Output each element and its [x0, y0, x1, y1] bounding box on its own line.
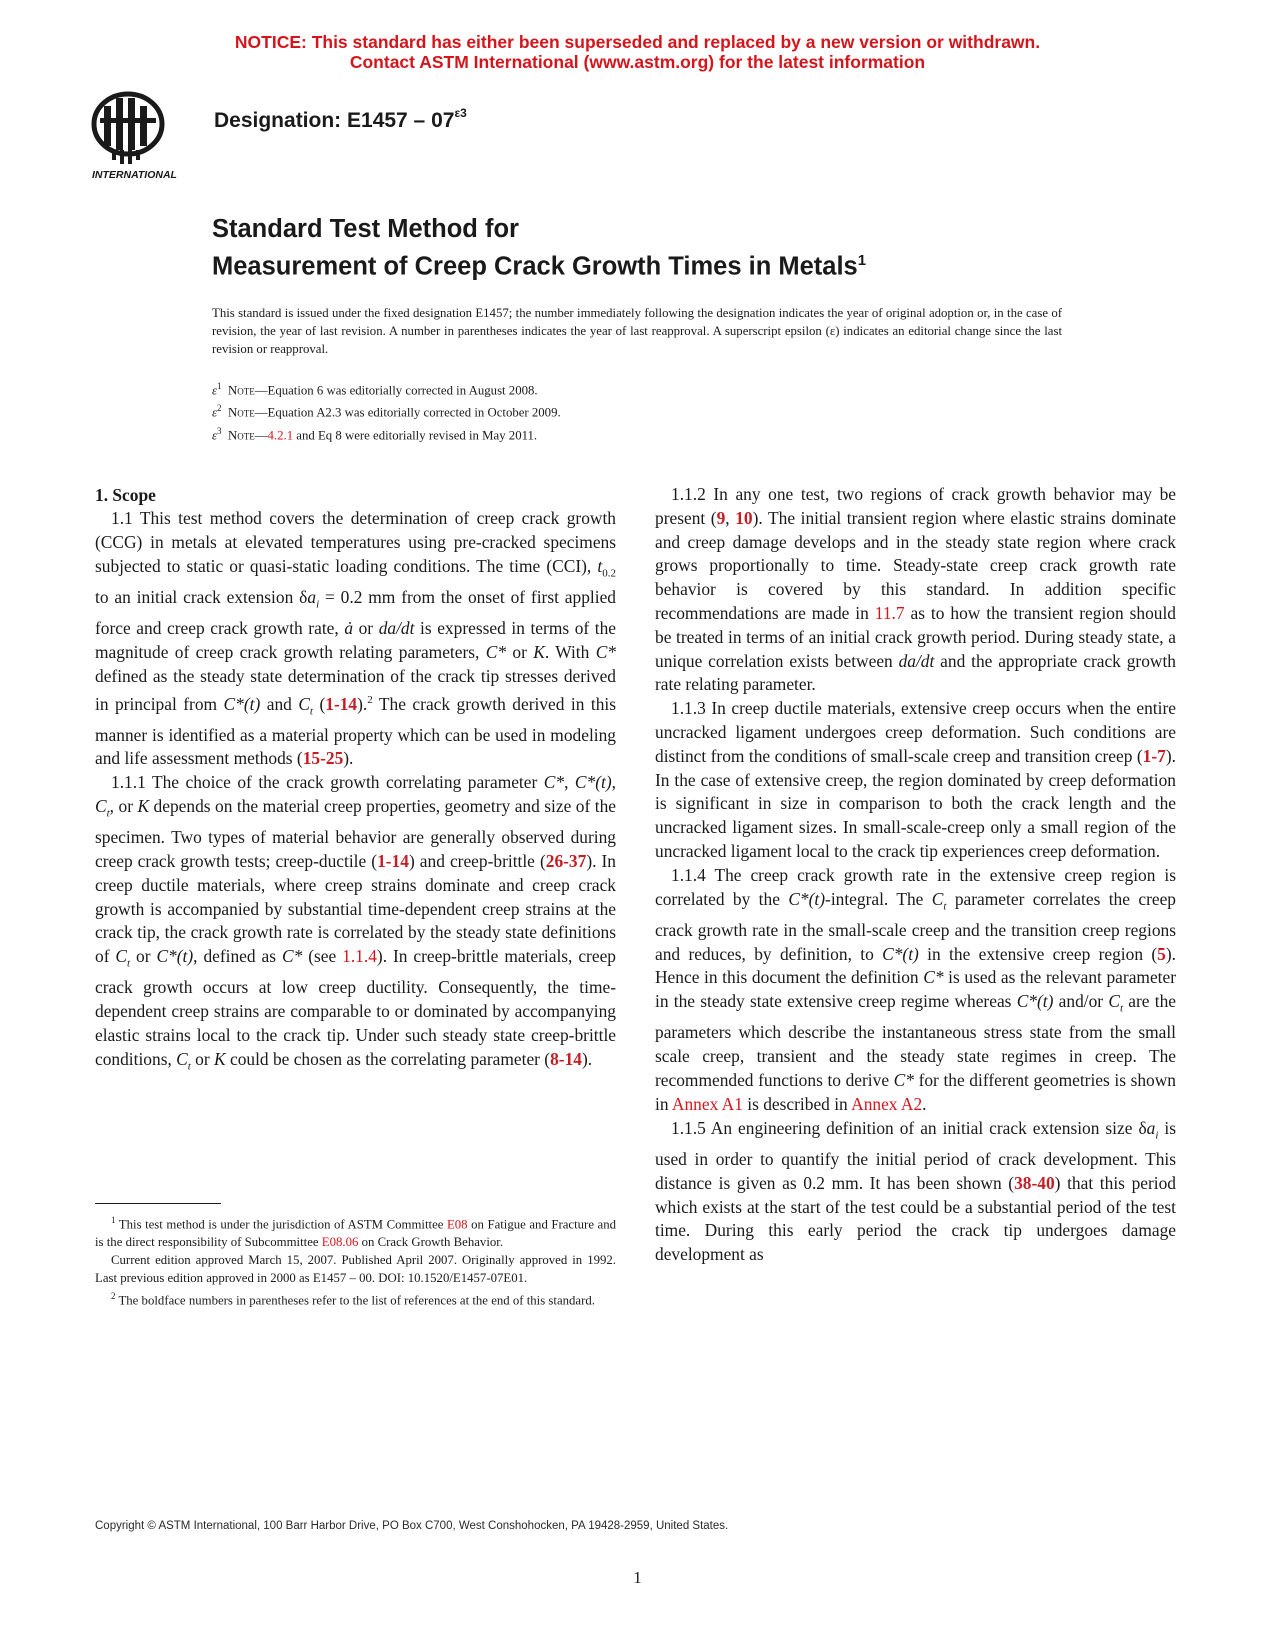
- reference-link[interactable]: 9: [716, 507, 726, 528]
- reference-link[interactable]: 1-14: [325, 693, 358, 714]
- notice-line-2: Contact ASTM International (www.astm.org) for the latest information: [349, 52, 926, 72]
- editorial-notes: [212, 377, 561, 444]
- committee-link-e08[interactable]: E08: [446, 1217, 468, 1232]
- designation-epsilon: ε3: [454, 106, 467, 120]
- title-line-1: Standard Test Method for: [212, 215, 519, 243]
- editorial-note: $\varepsilon^1$ Note—Equation 6 was editorially corrected in August 2008.: [212, 381, 538, 398]
- section-heading-scope: 1. Scope: [95, 485, 156, 505]
- annex-link[interactable]: Annex A2: [851, 1093, 923, 1114]
- editorial-note: $\varepsilon^3$ Note—4.2.1 and Eq 8 were editorially revised in May 2011.: [212, 425, 538, 442]
- designation: [214, 108, 467, 133]
- paragraph-1-1-1: 1.1.1 The choice of the crack growth correlating parameter C*, C*(t), $C_t$, or K depends on the material creep properties, geometry and size of the specimen. Two types of material behavior are generally observed during creep crack growth tests; creep-ductile (1-14) and creep-brittle (26-37). In creep ductile materials, where creep strains dominate and creep crack growth is accompanied by substantial time-dependent creep strains at the crack tip, the crack growth rate is correlated by the steady state definitions of $C_t$ or C*(t), defined as C* (see 1.1.4). In creep-brittle materials, creep crack growth occurs at low creep ductility. Consequently, the time-dependent creep strains are comparable to or dominated by accompanying elastic strains local to the crack tip. Under such steady state creep-brittle conditions, $C_t$ or K could be chosen as the correlating parameter (8-14).: [95, 772, 617, 1073]
- annex-link[interactable]: Annex A1: [671, 1093, 743, 1114]
- left-column: [95, 483, 616, 1079]
- editorial-note: $\varepsilon^2$ Note—Equation A2.3 was editorially corrected in October 2009.: [212, 403, 561, 420]
- footnote-1: $^1$ This test method is under the jurisdiction of ASTM Committee E08 on Fatigue and Fracture and is the direct responsibility of Subcommittee E08.06 on Crack Growth Behavior.: [95, 1215, 617, 1250]
- paragraph-1-1-2: 1.1.2 In any one test, two regions of crack growth behavior may be present (9, 10). The initial transient region where elastic strains dominate and creep damage develops and in the steady state region where crack grows proportionally to time. Steady-state creep crack growth rate behavior is covered by this standard. In addition specific recommendations are made in 11.7 as to how the transient region should be treated in terms of an initial crack growth period. During steady state, a unique correlation exists between da/dt and the appropriate crack growth rate relating parameter.: [655, 484, 1177, 695]
- footnote-edition: Current edition approved March 15, 2007. Published April 2007. Originally approved in 1992. Last previous edition approved in 2000 as E1457 – 00. DOI: 10.1520/E1457-07E01.: [95, 1253, 616, 1286]
- footnote-divider: [95, 1203, 221, 1204]
- document-title: [212, 214, 866, 283]
- reference-link[interactable]: 8-14: [550, 1048, 582, 1069]
- reference-link[interactable]: 26-37: [545, 851, 587, 872]
- page-number: 1: [633, 1568, 642, 1587]
- reference-link[interactable]: 10: [735, 507, 753, 528]
- title-footnote-marker: 1: [857, 252, 867, 269]
- reference-link[interactable]: 5: [1157, 943, 1166, 964]
- reference-link[interactable]: 15-25: [302, 748, 344, 769]
- reference-link[interactable]: 38-40: [1014, 1172, 1055, 1193]
- footnotes: [95, 1211, 616, 1310]
- right-column: [655, 483, 1176, 1267]
- logo-text: INTERNATIONAL: [92, 169, 177, 181]
- paragraph-1-1-5: 1.1.5 An engineering definition of an initial crack extension size $\delta a_i$ is used in order to quantify the initial period of crack development. This distance is given as 0.2 mm. It has been shown (38-40) that this period which exists at the start of the test could be a substantial period of the test time. During this early period the crack tip undergoes damage development as: [655, 1117, 1176, 1265]
- notice-line-1: NOTICE: This standard has either been superseded and replaced by a new version or withdrawn.: [234, 32, 1041, 52]
- footnote-2: $^2$ The boldface numbers in parentheses refer to the list of references at the end of this standard.: [111, 1291, 595, 1308]
- issuance-statement: This standard is issued under the fixed designation E1457; the number immediately following the designation indicates the year of original adoption or, in the case of revision, the year of last revision. A number in parentheses indicates the year of last reapproval. A superscript epsilon (ε) indicates an editorial change since the last revision or reapproval.: [212, 306, 1062, 356]
- astm-logo: [90, 88, 202, 182]
- section-link[interactable]: 11.7: [874, 602, 905, 623]
- paragraph-1-1-3: 1.1.3 In creep ductile materials, extensive creep occurs when the entire uncracked ligament undergoes creep deformation. Such conditions are distinct from the conditions of small-scale creep and transition creep (1-7). In the case of extensive creep, the region dominated by creep deformation is significant in size in comparison to both the crack length and the uncracked ligament sizes. In small-scale-creep only a small region of the uncracked ligament local to the crack tip experiences creep deformation.: [655, 698, 1176, 861]
- subcommittee-link-e08-06[interactable]: E08.06: [321, 1235, 359, 1250]
- withdrawal-notice: [0, 32, 1275, 72]
- reference-link[interactable]: 1-7: [1142, 745, 1166, 766]
- section-link[interactable]: 1.1.4: [342, 946, 377, 967]
- paragraph-1-1-4: 1.1.4 The creep crack growth rate in the extensive creep region is correlated by the C*(t)-integral. The $C_t$ parameter correlates the creep crack growth rate in the small-scale creep and the transition creep regions and reduces, by definition, to C*(t) in the extensive creep region (5). Hence in this document the definition C* is used as the relevant parameter in the steady state extensive creep regime whereas C*(t) and/or $C_t$ are the parameters which describe the instantaneous stress state from the small scale creep, transient and the steady state regimes in creep. The recommended functions to derive C* for the different geometries is shown in Annex A1 is described in Annex A2.: [655, 864, 1177, 1114]
- paragraph-1-1: 1.1 This test method covers the determination of creep crack growth (CCG) in metals at elevated temperatures using pre-cracked specimens subjected to static or quasi-static loading conditions. The time (CCI), $t_{0.2}$ to an initial crack extension $\delta a_i = 0.2$ mm from the onset of first applied force and creep crack growth rate, ȧ or da/dt is expressed in terms of the magnitude of creep crack growth relating parameters, C* or K. With C* defined as the steady state determination of the crack tip stresses derived in principal from C*(t) and $C_t$ (1-14).$^2$ The crack growth derived in this manner is identified as a material property which can be used in modeling and life assessment methods (15-25).: [95, 508, 617, 769]
- copyright-notice: Copyright © ASTM International, 100 Barr Harbor Drive, PO Box C700, West Conshohocken, PA 19428-2959, United States.: [95, 1520, 729, 1532]
- designation-label: Designation: E1457 – 07: [214, 109, 455, 132]
- reference-link[interactable]: 1-14: [377, 851, 409, 872]
- astm-emblem-icon: [90, 88, 202, 182]
- title-line-2: Measurement of Creep Crack Growth Times in Metals: [212, 252, 858, 281]
- section-link-4-2-1[interactable]: 4.2.1: [267, 427, 294, 442]
